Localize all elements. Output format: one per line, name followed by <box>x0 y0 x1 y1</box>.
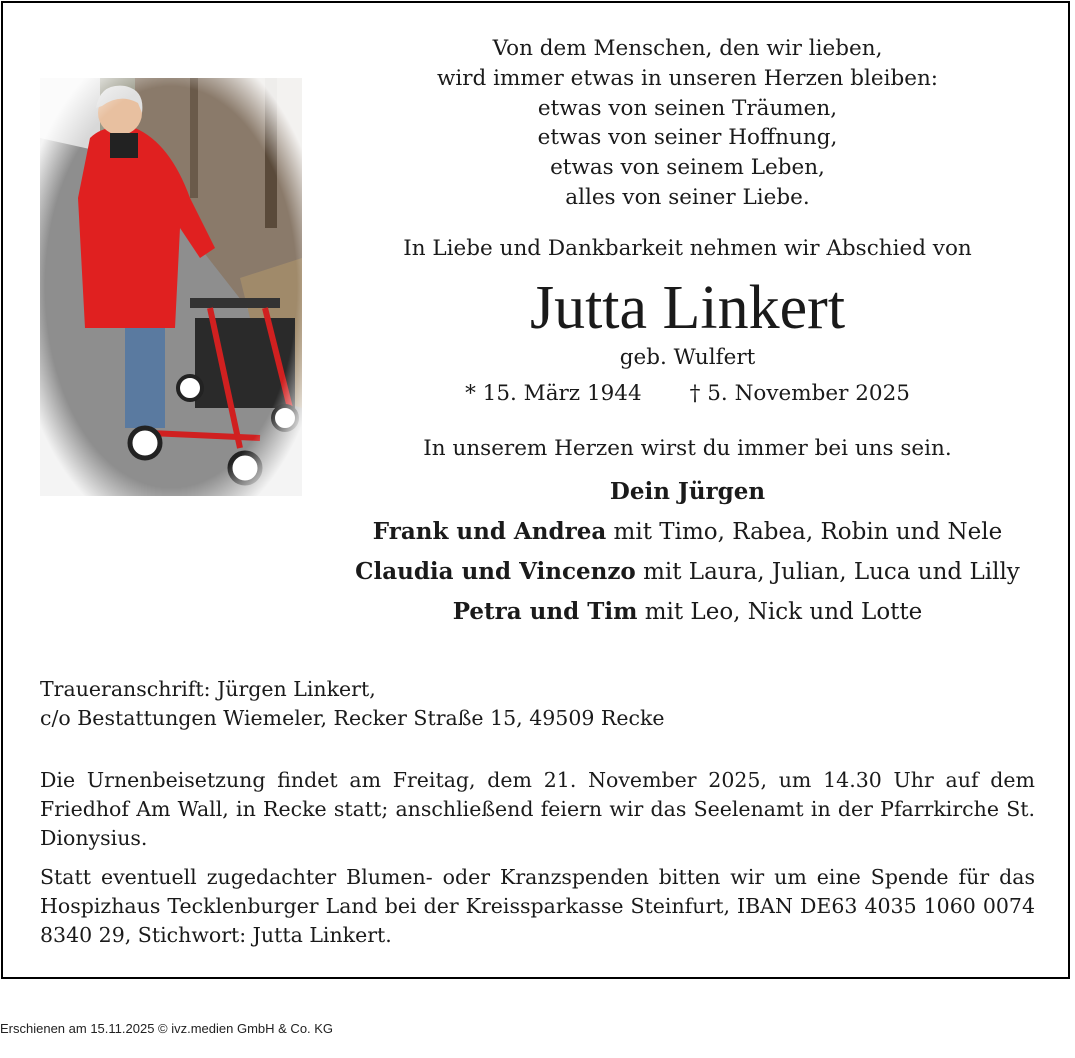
family-name-bold: Frank und Andrea <box>372 518 607 545</box>
publication-footer: Erschienen am 15.11.2025 © ivz.medien GmbH & Co. KG <box>0 1021 334 1036</box>
address-line: Traueranschrift: Jürgen Linkert, <box>40 677 376 701</box>
mourning-address <box>40 675 665 733</box>
donation-info: Statt eventuell zugedachter Blumen- oder Kranzspenden bitten wir um eine Spende für das Hospizhaus Tecklenburger Land bei der Kreissparkasse Steinfurt, IBAN DE63 4035 1060 0074 8340 29, Stichwort: Jutta Linkert. <box>40 865 1035 947</box>
poem-line: etwas von seiner Hoffnung, <box>537 125 838 151</box>
family-line <box>320 552 1055 592</box>
poem-line: Von dem Menschen, den wir lieben, <box>492 36 883 61</box>
birth-name: geb. Wulfert <box>619 345 756 370</box>
address-line: c/o Bestattungen Wiemeler, Recker Straße 15, 49509 Recke <box>40 706 665 730</box>
family-name-bold: Petra und Tim <box>452 598 638 625</box>
life-dates <box>320 381 1055 406</box>
family-children: mit Laura, Julian, Luca und Lilly <box>635 559 1020 585</box>
family-name-bold: Dein Jürgen <box>609 478 766 505</box>
poem <box>320 34 1055 213</box>
farewell-intro: In Liebe und Dankbarkeit nehmen wir Abschied von <box>403 236 972 261</box>
deceased-name: Jutta Linkert <box>529 274 846 342</box>
poem-line: etwas von seinem Leben, <box>550 155 825 181</box>
motto: In unserem Herzen wirst du immer bei uns sein. <box>423 436 952 461</box>
family-line <box>320 592 1055 632</box>
birth-date: * 15. März 1944 <box>465 381 642 406</box>
poem-line: etwas von seinen Träumen, <box>537 95 838 121</box>
death-date: † 5. November 2025 <box>689 381 910 406</box>
family-line <box>320 472 1055 512</box>
family-line <box>320 512 1055 552</box>
poem-line: wird immer etwas in unseren Herzen bleiben: <box>436 65 939 91</box>
family-name-bold: Claudia und Vincenzo <box>355 558 636 585</box>
funeral-info: Die Urnenbeisetzung findet am Freitag, dem 21. November 2025, um 14.30 Uhr auf dem Friedhof Am Wall, in Recke statt; anschließend feiern wir das Seelenamt in der Pfarrkirche St. Dionysius. <box>40 768 1035 850</box>
poem-line: alles von seiner Liebe. <box>565 184 810 210</box>
family-children: mit Leo, Nick und Lotte <box>637 599 923 625</box>
portrait-photo <box>40 78 302 496</box>
family-children: mit Timo, Rabea, Robin und Nele <box>606 519 1003 545</box>
